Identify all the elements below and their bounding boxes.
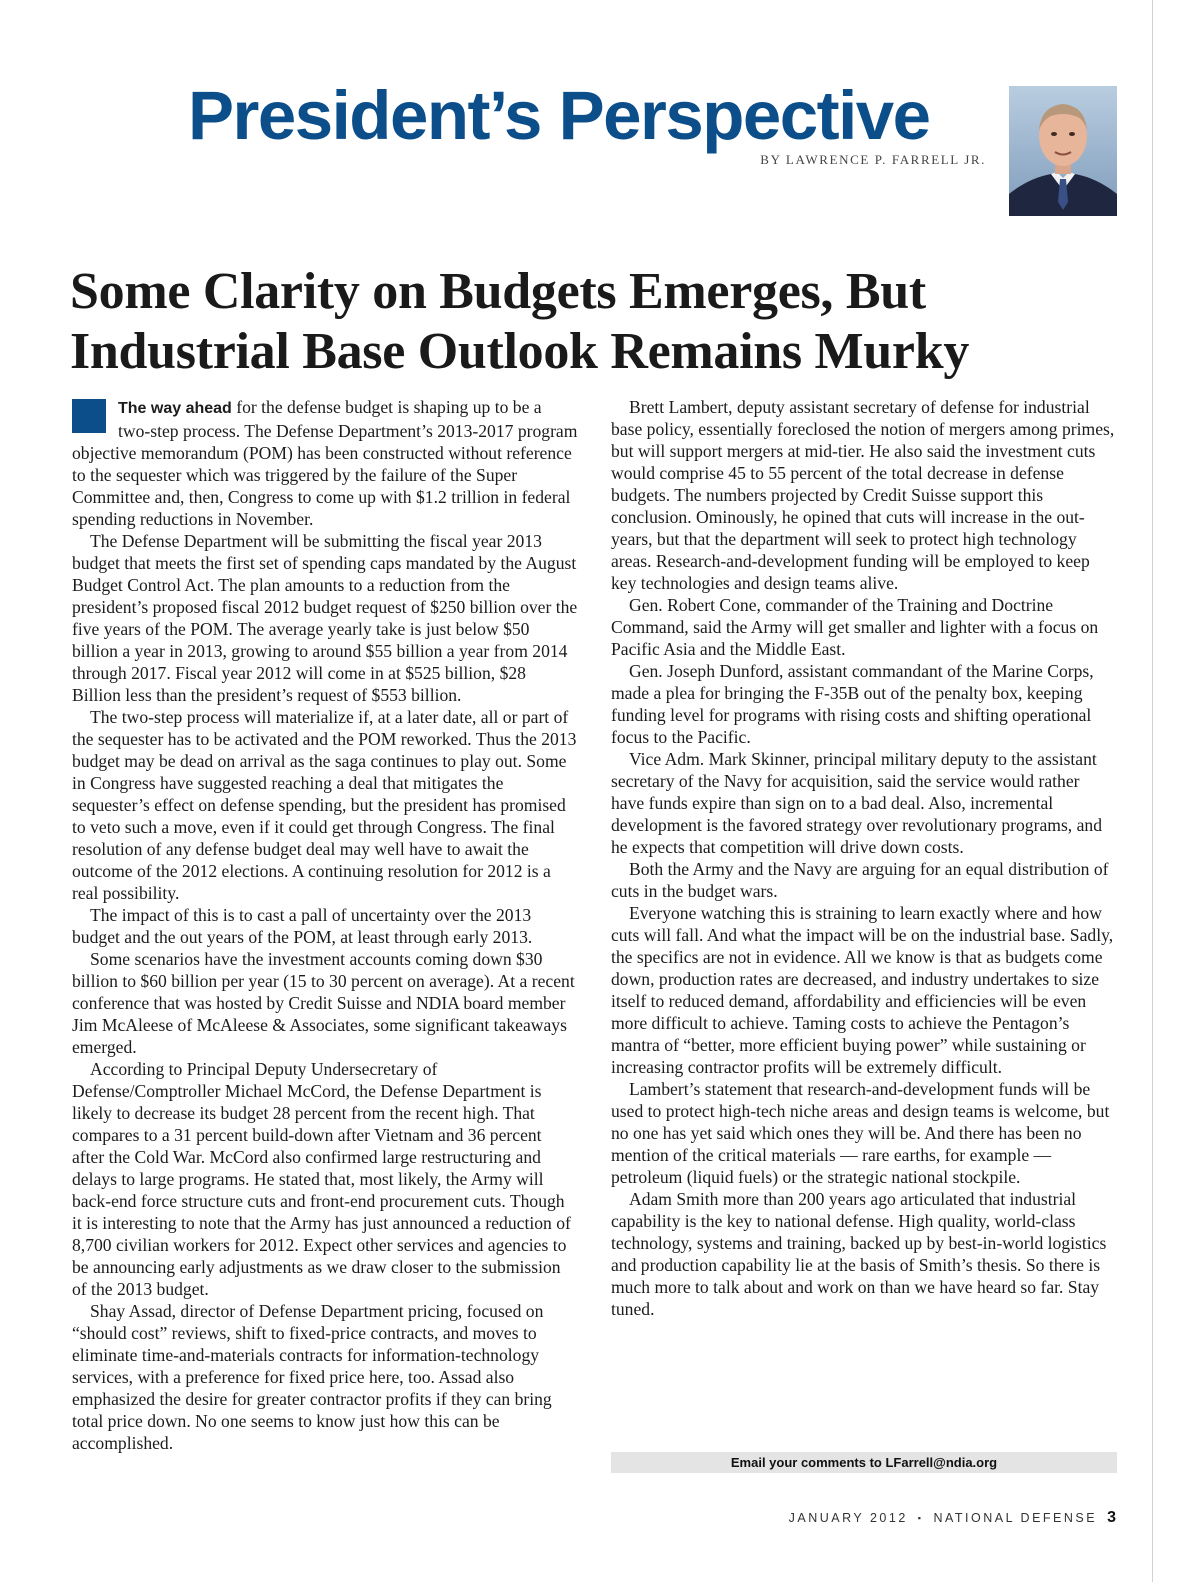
byline: BY LAWRENCE P. FARRELL JR. xyxy=(760,152,986,167)
page-number: 3 xyxy=(1107,1509,1116,1526)
article-paragraph: The impact of this is to cast a pall of uncertainty over the 2013 budget and the out years of the POM, at least through early 2013. xyxy=(72,905,533,947)
article-paragraph: The way ahead for the defense budget is shaping up to be a two-step process. The Defense Department’s 2013-2017 program objective memorandum (POM) has been constructed without reference to the sequester which was triggered by the failure of the Super Committee and, then, Congress to come up with $1.2 trillion in federal spending reductions in November. xyxy=(72,397,578,529)
article-paragraph: Gen. Robert Cone, commander of the Training and Doctrine Command, said the Army will get smaller and lighter with a focus on Pacific Asia and the Middle East. xyxy=(611,595,1099,659)
article-paragraph: Gen. Joseph Dunford, assistant commandant of the Marine Corps, made a plea for bringing the F-35B out of the penalty box, keeping funding level for programs with rising costs and shifting operational focus to the Pacific. xyxy=(611,661,1094,747)
dropcap-square-icon xyxy=(72,399,106,433)
footer-separator: ▪ xyxy=(917,1513,924,1523)
headline-line-1: Some Clarity on Budgets Emerges, But xyxy=(70,263,926,320)
article-column-right xyxy=(611,396,1117,1320)
article-paragraph: Brett Lambert, deputy assistant secretary of defense for industrial base policy, essentially foreclosed the notion of mergers among primes, but will support mergers at mid-tier. He also said the investment cuts would comprise 45 to 55 percent of the total decrease in defense budgets. The numbers projected by Credit Suisse support this conclusion. Ominously, he opined that cuts will increase in the out-years, but that the department will seek to protect high technology areas. Research-and-development funding will be employed to keep key technologies and design teams alive. xyxy=(611,397,1115,593)
article-paragraph: Adam Smith more than 200 years ago articulated that industrial capability is the key to national defense. High quality, world-class technology, systems and training, backed up by best-in-world logistics and production capability lie at the basis of Smith’s thesis. So there is much more to talk about and work on than we have heard so far. Stay tuned. xyxy=(611,1189,1107,1319)
article-paragraph: Everyone watching this is straining to learn exactly where and how cuts will fall. And what the impact will be on the industrial base. Sadly, the specifics are not in evidence. All we know is that as budgets come down, production rates are decreased, and industry undertakes to size itself to reduced demand, affordability and efficiencies will be even more difficult to achieve. Taming costs to achieve the Pentagon’s mantra of “better, more efficient buying power” while sustaining or increasing contractor profits will be extremely difficult. xyxy=(611,903,1114,1077)
email-comments-box: Email your comments to LFarrell@ndia.org xyxy=(611,1452,1117,1473)
article-paragraph: The Defense Department will be submitting the fiscal year 2013 budget that meets the first set of spending caps mandated by the August Budget Control Act. The plan amounts to a reduction from the president’s proposed fiscal 2012 budget request of $250 billion over the five years of the POM. The average yearly take is just below $50 billion a year in 2013, growing to around $55 billion a year from 2014 through 2017. Fiscal year 2012 will come in at $525 billion, $28 Billion less than the president’s request of $553 billion. xyxy=(72,531,578,705)
article-paragraph: The two-step process will materialize if, at a later date, all or part of the sequester has to be activated and the POM reworked. Thus the 2013 budget may be dead on arrival as the saga continues to play out. Some in Congress have suggested reaching a deal that mitigates the sequester’s effect on defense spending, but the president has promised to veto such a move, even if it could get through Congress. The final resolution of any defense budget deal may well have to await the outcome of the 2012 elections. A continuing resolution for 2012 is a real possibility. xyxy=(72,707,577,903)
footer-date: JANUARY 2012 xyxy=(788,1511,908,1525)
article-paragraph: Vice Adm. Mark Skinner, principal military deputy to the assistant secretary of the Navy for acquisition, said the service would rather have funds expire than sign on to a bad deal. Also, incremental development is the favored strategy over revolutionary programs, and he expects that competition will drive down costs. xyxy=(611,749,1103,857)
headline-line-2: Industrial Base Outlook Remains Murky xyxy=(70,323,970,380)
author-portrait-icon xyxy=(1009,86,1117,216)
article-paragraph: According to Principal Deputy Undersecretary of Defense/Comptroller Michael McCord, the Defense Department is likely to decrease its budget 28 percent from the recent high. That compares to a 31 percent build-down after Vietnam and 36 percent after the Cold War. McCord also confirmed large restructuring and delays to large programs. He stated that, most likely, the Army will back-end force structure cuts and front-end procurement cuts. Though it is interesting to note that the Army has just announced a reduction of 8,700 civilian workers for 2012. Expect other services and agencies to be announcing early adjustments as we draw closer to the submission of the 2013 budget. xyxy=(72,1059,571,1299)
footer-publication: NATIONAL DEFENSE xyxy=(933,1511,1098,1525)
page-edge-divider xyxy=(1152,0,1153,1582)
article-paragraph: Lambert’s statement that research-and-development funds will be used to protect high-tech niche areas and design teams is welcome, but no one has yet said which ones they will be. And there has been no mention of the critical materials — rare earths, for example — petroleum (liquid fuels) or the strategic national stockpile. xyxy=(611,1079,1110,1187)
page-footer xyxy=(789,1509,1116,1527)
article-headline xyxy=(70,262,1130,382)
lead-in: The way ahead xyxy=(118,400,232,417)
section-title: President’s Perspective xyxy=(188,77,930,154)
article-paragraph: Some scenarios have the investment accounts coming down $30 billion to $60 billion per year (15 to 30 percent on average). At a recent conference that was hosted by Credit Suisse and NDIA board member Jim McAleese of McAleese & Associates, some significant takeaways emerged. xyxy=(72,949,575,1057)
article-paragraph: Both the Army and the Navy are arguing for an equal distribution of cuts in the budget wars. xyxy=(611,859,1109,901)
author-portrait-graphic xyxy=(1009,86,1117,216)
article-column-left xyxy=(72,396,578,1454)
article-paragraph: Shay Assad, director of Defense Department pricing, focused on “should cost” reviews, shift to fixed-price contracts, and moves to eliminate time-and-materials contracts for information-technology services, with a preference for fixed price here, too. Assad also emphasized the desire for greater contractor profits if they can bring total price down. No one seems to know just how this can be accomplished. xyxy=(72,1301,552,1453)
